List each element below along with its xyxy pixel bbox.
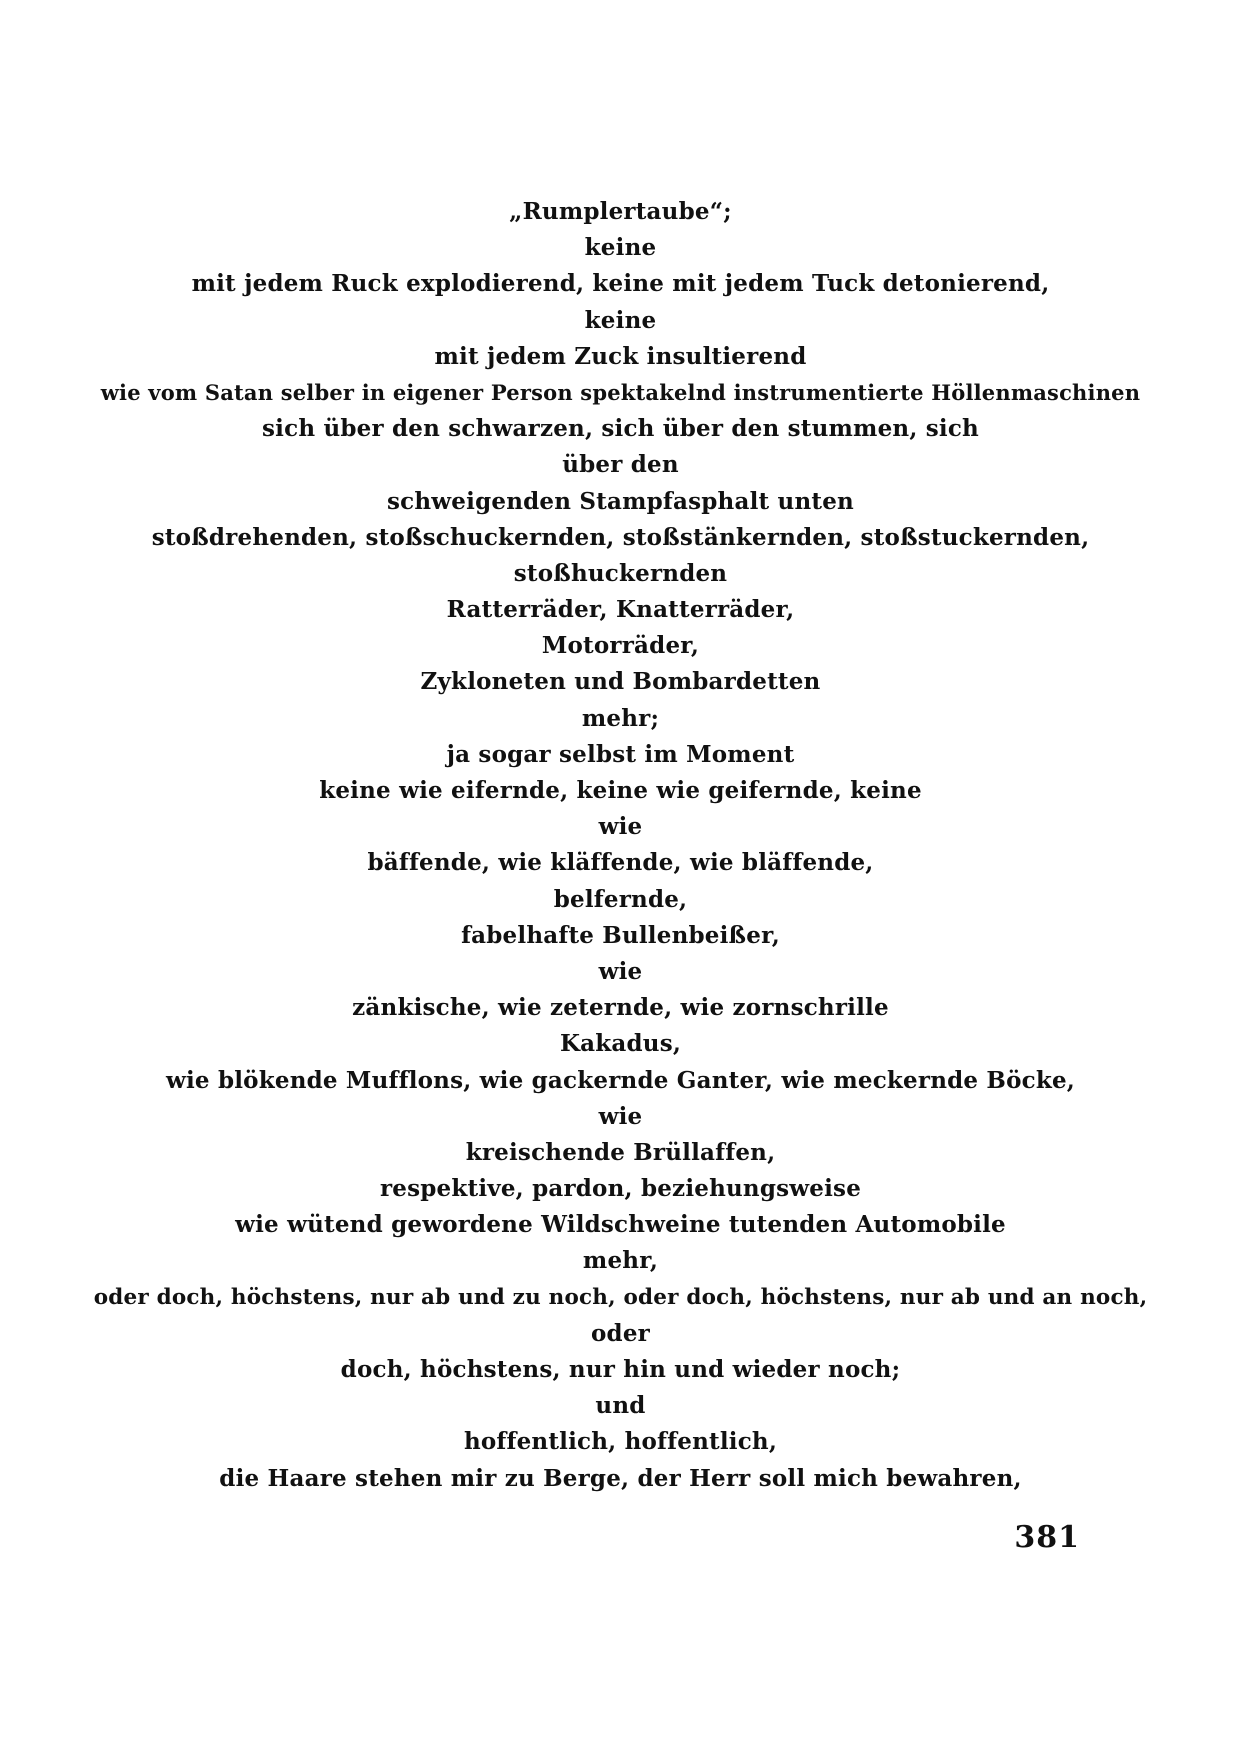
poem-line: Kakadus, bbox=[559, 1030, 682, 1058]
poem-line: keine wie eifernde, keine wie geifernde, keine bbox=[319, 777, 922, 804]
poem-line: zänkische, wie zeternde, wie zornschrille bbox=[352, 994, 889, 1022]
poem-line: mit jedem Zuck insultierend bbox=[434, 342, 807, 370]
poem-line: wie bbox=[598, 813, 643, 841]
poem-line: sich über den schwarzen, sich über den stummen, sich bbox=[262, 415, 979, 443]
poem-line: stoßhuckernden bbox=[513, 559, 728, 587]
poem-line: Zykloneten und Bombardetten bbox=[420, 668, 821, 696]
poem-line: und bbox=[595, 1392, 646, 1420]
poem-line: die Haare stehen mir zu Berge, der Herr soll mich bewahren, bbox=[219, 1464, 1022, 1492]
poem-line: wie wütend gewordene Wildschweine tutenden Automobile bbox=[235, 1211, 1006, 1239]
poem-line: bäffende, wie kläffende, wie bläffende, bbox=[367, 849, 874, 877]
poem-line: wie bbox=[598, 957, 643, 985]
poem-line: stoßdrehenden, stoßschuckernden, stoßstänkernden, stoßstuckernden, bbox=[151, 523, 1090, 551]
poem-line: wie bbox=[598, 1102, 643, 1130]
poem-line: kreischende Brüllaffen, bbox=[465, 1138, 776, 1166]
poem-line: doch, höchstens, nur hin und wieder noch; bbox=[340, 1356, 901, 1383]
page-number: 381 bbox=[1014, 1520, 1080, 1555]
poem-line: belfernde, bbox=[553, 885, 688, 913]
poem-line: hoffentlich, hoffentlich, bbox=[463, 1428, 778, 1456]
poem-line: oder doch, höchstens, nur ab und zu noch, oder doch, höchstens, nur ab und an noch, bbox=[93, 1284, 1148, 1310]
poem-line: keine bbox=[584, 234, 657, 262]
poem-line: über den bbox=[562, 451, 679, 479]
poem-line: Ratterräder, Knatterräder, bbox=[446, 596, 795, 624]
poem-line: mit jedem Ruck explodierend, keine mit jedem Tuck detonierend, bbox=[191, 270, 1050, 298]
poem-line: keine bbox=[584, 306, 657, 334]
poem-line: ja sogar selbst im Moment bbox=[446, 740, 795, 768]
poem-line: „Rumplertaube“; bbox=[509, 198, 732, 225]
poem-line: Motorräder, bbox=[541, 632, 700, 660]
poem-line: mehr, bbox=[582, 1247, 659, 1275]
poem-line: wie vom Satan selber in eigener Person spektakelnd instrumentierte Höllenmaschinen bbox=[100, 379, 1141, 405]
poem-line: respektive, pardon, beziehungsweise bbox=[379, 1175, 862, 1203]
poem-line: oder bbox=[591, 1319, 650, 1347]
poem-line: schweigenden Stampfasphalt unten bbox=[387, 487, 854, 515]
poem-text bbox=[90, 194, 1151, 1497]
poem-line: mehr; bbox=[581, 704, 660, 732]
poem-line: wie blökende Mufflons, wie gackernde Ganter, wie meckernde Böcke, bbox=[165, 1066, 1075, 1094]
poem-line: fabelhafte Bullenbeißer, bbox=[461, 921, 780, 949]
